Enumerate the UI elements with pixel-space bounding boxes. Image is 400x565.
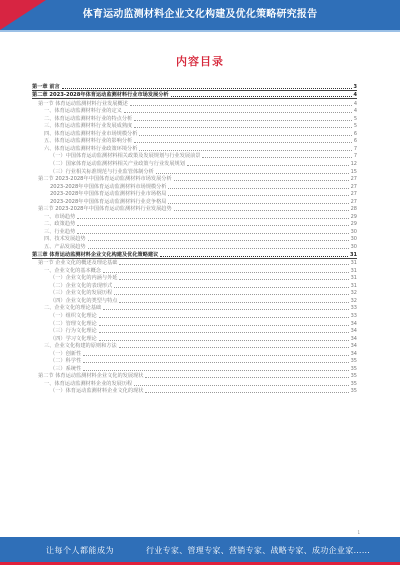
toc-entry[interactable] xyxy=(32,387,357,395)
toc-entry-page: 31 xyxy=(350,267,357,274)
toc-entry-title: 四、技术发展趋势 xyxy=(44,236,86,243)
toc-entry[interactable] xyxy=(32,197,357,205)
toc-entry[interactable] xyxy=(32,205,357,213)
toc-entry-page: 33 xyxy=(350,305,357,312)
toc-leader-dots xyxy=(134,385,348,386)
toc-leader-dots xyxy=(83,370,348,371)
toc-entry-page: 29 xyxy=(350,213,357,220)
toc-entry-title: （二）管理文化理论 xyxy=(50,320,97,327)
toc-entry-title: （三）行为文化理论 xyxy=(50,328,97,335)
toc-entry-page: 30 xyxy=(350,228,357,235)
toc-entry-page: 34 xyxy=(350,328,357,335)
toc-entry[interactable] xyxy=(32,296,357,304)
toc-entry[interactable] xyxy=(32,342,357,350)
toc-entry-page: 34 xyxy=(350,320,357,327)
toc-leader-dots xyxy=(88,248,349,249)
toc-entry-title: 第一节 企业文化的概述及理论基础 xyxy=(38,260,118,267)
toc-entry-page: 6 xyxy=(353,130,357,137)
toc-entry-page: 31 xyxy=(350,275,357,282)
toc-entry-title: 第二节 体育运动监测材料企业文化的发展现状 xyxy=(38,373,144,380)
toc-leader-dots xyxy=(88,240,349,241)
toc-entry[interactable] xyxy=(32,227,357,235)
toc-entry-page: 5 xyxy=(353,115,357,122)
toc-entry-title: 三、行业趋势 xyxy=(44,228,76,235)
toc-leader-dots xyxy=(114,294,348,295)
toc-entry-page: 35 xyxy=(350,380,357,387)
toc-entry-page: 7 xyxy=(353,145,357,152)
toc-entry-title: （一）体育运动监测材料企业文化的现状 xyxy=(50,388,144,395)
toc-leader-dots xyxy=(202,157,351,158)
toc-entry[interactable] xyxy=(32,327,357,335)
toc-entry[interactable] xyxy=(32,129,357,137)
toc-entry-title: （二）国家体育运动监测材料相关产业政策与行业发展规划 xyxy=(50,161,185,168)
toc-entry-page: 35 xyxy=(350,373,357,380)
toc-entry-page: 35 xyxy=(350,358,357,365)
toc-entry[interactable] xyxy=(32,274,357,282)
toc-entry[interactable] xyxy=(32,212,357,220)
toc-entry-title: 一、体育运动监测材料企业的发展历程 xyxy=(44,380,133,387)
toc-leader-dots xyxy=(62,88,352,89)
toc-leader-dots xyxy=(83,362,348,363)
toc-leader-dots xyxy=(119,347,349,348)
toc-entry-title: 三、体育运动监测材料行业发展成熟度 xyxy=(44,123,133,130)
toc-entry-title: （二）科学性 xyxy=(50,358,82,365)
toc-leader-dots xyxy=(83,355,348,356)
toc-entry-title: 四、体育运动监测材料行业市场规模分析 xyxy=(44,130,138,137)
toc-entry-title: （一）中国体育运动监测材料相关政策及发展规划与行业发展前景 xyxy=(50,153,201,160)
toc-entry[interactable] xyxy=(32,304,357,312)
toc-leader-dots xyxy=(99,317,349,318)
toc-leader-dots xyxy=(134,142,352,143)
toc-leader-dots xyxy=(156,173,349,174)
toc-entry-page: 33 xyxy=(350,312,357,319)
toc-entry[interactable] xyxy=(32,372,357,380)
toc-entry-page: 30 xyxy=(350,236,357,243)
toc-entry-page: 28 xyxy=(350,206,357,213)
toc-entry-title: （三）行业相关标准规范与行业监管体制分析 xyxy=(50,168,154,175)
toc-leader-dots xyxy=(114,287,348,288)
toc-entry-page: 5 xyxy=(353,123,357,130)
toc-entry[interactable] xyxy=(32,319,357,327)
toc-entry[interactable] xyxy=(32,122,357,130)
toc-leader-dots xyxy=(134,127,352,128)
toc-entry-page: 15 xyxy=(350,168,357,175)
toc-entry-page: 31 xyxy=(350,251,357,258)
toc-leader-dots xyxy=(174,210,349,211)
toc-leader-dots xyxy=(119,264,348,265)
toc-entry[interactable] xyxy=(32,144,357,152)
toc-leader-dots xyxy=(77,218,348,219)
toc-leader-dots xyxy=(77,233,348,234)
toc-entry-page: 35 xyxy=(350,365,357,372)
toc-leader-dots xyxy=(99,325,349,326)
toc-entry[interactable] xyxy=(32,281,357,289)
toc-entry-title: 一、市场趋势 xyxy=(44,213,76,220)
toc-entry-title: 第一章 前言 xyxy=(32,83,60,90)
toc-entry-title: 二、企业文化的理论基础 xyxy=(44,305,102,312)
toc-entry[interactable] xyxy=(32,334,357,342)
toc-entry[interactable] xyxy=(32,152,357,160)
toc-entry[interactable] xyxy=(32,364,357,372)
toc-entry-title: 二、政策趋势 xyxy=(44,221,76,228)
toc-entry[interactable] xyxy=(32,107,357,115)
toc-leader-dots xyxy=(134,120,352,121)
toc-entry-title: （二）企业文化的表现形式 xyxy=(50,282,113,289)
toc-entry-title: 第三章 体育运动监测材料企业文化构建及优化策略建议 xyxy=(32,251,159,258)
footer-slogan-left: 让每个人都能成为 xyxy=(46,546,114,555)
toc-entry-page: 29 xyxy=(350,221,357,228)
toc-entry-title: （三）系统性 xyxy=(50,365,82,372)
toc-entry[interactable] xyxy=(32,167,357,175)
toc-leader-dots xyxy=(139,135,351,136)
toc-entry[interactable] xyxy=(32,175,357,183)
toc-leader-dots xyxy=(168,203,348,204)
toc-entry-page: 7 xyxy=(353,153,357,160)
toc-entry-page: 34 xyxy=(350,343,357,350)
toc-entry[interactable] xyxy=(32,311,357,319)
toc-entry-page: 4 xyxy=(353,100,357,107)
toc-entry-title: 2023-2028年中国体育运动监测材料行业竞争格局 xyxy=(50,198,167,205)
toc-leader-dots xyxy=(171,96,352,97)
toc-entry-title: 二、体育运动监测材料行业的特点分析 xyxy=(44,115,133,122)
header-divider xyxy=(0,30,400,32)
toc-entry[interactable] xyxy=(32,220,357,228)
toc-leader-dots xyxy=(99,340,349,341)
toc-entry[interactable] xyxy=(32,159,357,167)
toc-entry-page: 3 xyxy=(353,83,357,90)
toc-entry-title: （四）学习文化理论 xyxy=(50,335,97,342)
toc-entry-page: 27 xyxy=(350,198,357,205)
toc-leader-dots xyxy=(103,309,349,310)
toc-entry-page: 4 xyxy=(353,92,357,99)
toc-leader-dots xyxy=(77,225,348,226)
toc-entry-page: 27 xyxy=(350,176,357,183)
toc-entry-title: 第二章 2023-2028年体育运动监测材料行业市场发展分析 xyxy=(32,92,169,99)
toc-entry-page: 4 xyxy=(353,108,357,115)
toc-leader-dots xyxy=(168,188,348,189)
toc-entry-page: 6 xyxy=(353,138,357,145)
toc-entry[interactable] xyxy=(32,91,357,99)
toc-entry-title: 五、体育运动监测材料行业的影响分析 xyxy=(44,138,133,145)
toc-entry-page: 27 xyxy=(350,183,357,190)
toc-entry-page: 31 xyxy=(350,282,357,289)
toc-entry-title: 第二节 2023-2028年中国体育运动监测材料市场发展分析 xyxy=(38,176,172,183)
toc-entry-title: （三）企业文化的发展历程 xyxy=(50,290,113,297)
toc-entry-page: 32 xyxy=(350,297,357,304)
toc-entry[interactable] xyxy=(32,357,357,365)
toc-entry-title: 2023-2028年中国体育运动监测材料行业市场格局 xyxy=(50,191,167,198)
toc-entry-title: （四）企业文化的类型与特点 xyxy=(50,297,118,304)
toc-entry-page: 32 xyxy=(350,290,357,297)
toc-entry[interactable] xyxy=(32,349,357,357)
toc-leader-dots xyxy=(130,105,352,106)
toc-entry[interactable] xyxy=(32,99,357,107)
toc-entry[interactable] xyxy=(32,114,357,122)
toc-leader-dots xyxy=(187,165,349,166)
toc-entry[interactable] xyxy=(32,259,357,267)
toc-leader-dots xyxy=(145,377,348,378)
toc-leader-dots xyxy=(160,256,348,257)
toc-entry-title: （一）企业文化的内涵与外延 xyxy=(50,275,118,282)
toc-entry-title: 一、体育运动监测材料行业的定义 xyxy=(44,108,122,115)
toc-entry-title: 三、企业文化构建的原则和方法 xyxy=(44,343,117,350)
toc-entry-page: 27 xyxy=(350,191,357,198)
toc-entry-page: 30 xyxy=(350,244,357,251)
toc-entry[interactable] xyxy=(32,235,357,243)
footer-slogan-right: 行业专家、管理专家、营销专家、战略专家、成功企业家…… xyxy=(146,546,371,555)
toc-leader-dots xyxy=(174,180,349,181)
toc-entry[interactable] xyxy=(32,82,357,90)
report-title: 体育运动监测材料企业文化构建及优化策略研究报告 xyxy=(82,9,318,20)
toc-entry[interactable] xyxy=(32,379,357,387)
toc-entry-title: 六、体育运动监测材料行业政策环境分析 xyxy=(44,145,138,152)
toc-entry[interactable] xyxy=(32,190,357,198)
toc-entry[interactable] xyxy=(32,137,357,145)
toc-leader-dots xyxy=(103,272,349,273)
toc-heading: 内容目录 xyxy=(176,55,224,68)
toc-entry[interactable] xyxy=(32,250,357,258)
toc-entry-page: 35 xyxy=(350,388,357,395)
toc-leader-dots xyxy=(119,279,348,280)
toc-entry-page: 34 xyxy=(350,350,357,357)
toc-entry-title: 一、企业文化的基本概念 xyxy=(44,267,102,274)
toc-entry-title: 第三节 2023-2028年中国体育运动监测材料行业发展趋势 xyxy=(38,206,172,213)
footer-bar xyxy=(0,537,400,565)
toc-entry-page: 34 xyxy=(350,335,357,342)
toc-entry[interactable] xyxy=(32,266,357,274)
toc-entry-title: 五、产品发展趋势 xyxy=(44,244,86,251)
toc-entry-title: （一）创新性 xyxy=(50,350,82,357)
toc-entry-title: 2023-2028年中国体育运动监测材料市场规模分析 xyxy=(50,183,167,190)
toc-leader-dots xyxy=(168,195,348,196)
toc-leader-dots xyxy=(145,392,348,393)
page-number: 1 xyxy=(357,530,360,535)
toc-entry[interactable] xyxy=(32,182,357,190)
toc-leader-dots xyxy=(124,112,352,113)
toc-entry[interactable] xyxy=(32,242,357,250)
toc-entry[interactable] xyxy=(32,289,357,297)
toc-leader-dots xyxy=(139,150,351,151)
toc-entry-title: 第一节 体育运动监测材料行业发展概述 xyxy=(38,100,128,107)
toc-entry-title: （一）组织文化理论 xyxy=(50,312,97,319)
toc-leader-dots xyxy=(99,332,349,333)
toc-entry-page: 12 xyxy=(350,161,357,168)
toc-leader-dots xyxy=(119,302,348,303)
table-of-contents xyxy=(32,82,357,394)
toc-entry-page: 31 xyxy=(350,260,357,267)
